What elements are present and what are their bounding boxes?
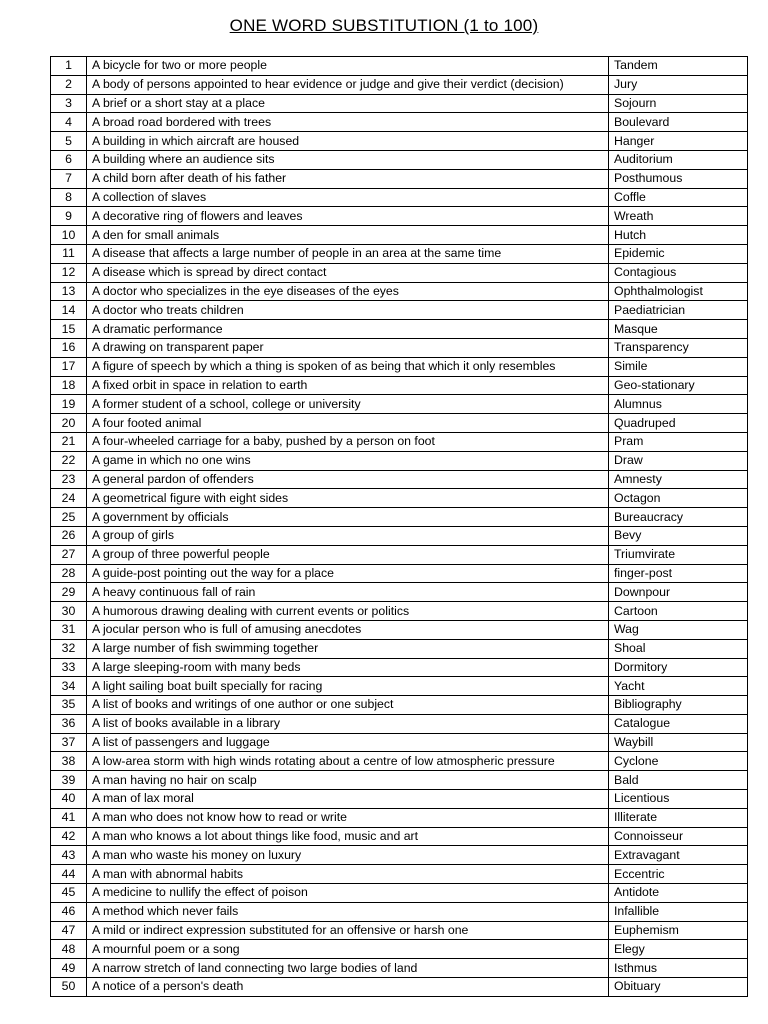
row-number: 45 (51, 884, 87, 903)
row-description: A child born after death of his father (87, 169, 609, 188)
table-row (51, 263, 748, 282)
table-row (51, 545, 748, 564)
row-description: A den for small animals (87, 226, 609, 245)
row-word: Wreath (609, 207, 748, 226)
row-word: Octagon (609, 489, 748, 508)
row-word: Draw (609, 451, 748, 470)
row-word: Bevy (609, 526, 748, 545)
row-description: A group of three powerful people (87, 545, 609, 564)
row-description: A four-wheeled carriage for a baby, pushed by a person on foot (87, 432, 609, 451)
table-row (51, 207, 748, 226)
row-word: Connoisseur (609, 827, 748, 846)
row-word: Bureaucracy (609, 508, 748, 527)
row-number: 1 (51, 57, 87, 76)
row-number: 9 (51, 207, 87, 226)
row-word: Shoal (609, 639, 748, 658)
word-substitution-table (50, 56, 748, 997)
row-description: A mild or indirect expression substituted for an offensive or harsh one (87, 921, 609, 940)
table-row (51, 320, 748, 339)
table-row (51, 395, 748, 414)
row-number: 15 (51, 320, 87, 339)
row-word: Bald (609, 771, 748, 790)
row-word: Posthumous (609, 169, 748, 188)
row-number: 43 (51, 846, 87, 865)
row-number: 5 (51, 132, 87, 151)
table-row (51, 338, 748, 357)
row-number: 37 (51, 733, 87, 752)
table-row (51, 357, 748, 376)
row-description: A decorative ring of flowers and leaves (87, 207, 609, 226)
row-word: Tandem (609, 57, 748, 76)
row-description: A method which never fails (87, 902, 609, 921)
row-word: Catalogue (609, 714, 748, 733)
row-number: 44 (51, 865, 87, 884)
row-word: Jury (609, 75, 748, 94)
table-row (51, 432, 748, 451)
row-description: A government by officials (87, 508, 609, 527)
row-word: Epidemic (609, 244, 748, 263)
row-word: Triumvirate (609, 545, 748, 564)
row-word: Ophthalmologist (609, 282, 748, 301)
row-number: 7 (51, 169, 87, 188)
row-description: A bicycle for two or more people (87, 57, 609, 76)
row-description: A former student of a school, college or university (87, 395, 609, 414)
row-word: Waybill (609, 733, 748, 752)
row-word: Cartoon (609, 602, 748, 621)
row-description: A drawing on transparent paper (87, 338, 609, 357)
row-number: 40 (51, 790, 87, 809)
row-description: A building where an audience sits (87, 150, 609, 169)
row-number: 4 (51, 113, 87, 132)
row-number: 38 (51, 752, 87, 771)
row-word: Eccentric (609, 865, 748, 884)
row-description: A game in which no one wins (87, 451, 609, 470)
row-word: Obituary (609, 978, 748, 997)
row-description: A brief or a short stay at a place (87, 94, 609, 113)
row-description: A medicine to nullify the effect of poison (87, 884, 609, 903)
row-number: 34 (51, 677, 87, 696)
table-row (51, 451, 748, 470)
table-row (51, 827, 748, 846)
row-word: Infallible (609, 902, 748, 921)
row-description: A group of girls (87, 526, 609, 545)
row-word: Transparency (609, 338, 748, 357)
table-row (51, 620, 748, 639)
table-row (51, 132, 748, 151)
row-description: A man having no hair on scalp (87, 771, 609, 790)
row-description: A doctor who specializes in the eye diseases of the eyes (87, 282, 609, 301)
table-row (51, 884, 748, 903)
table-row (51, 489, 748, 508)
row-description: A list of books available in a library (87, 714, 609, 733)
row-word: Elegy (609, 940, 748, 959)
row-number: 48 (51, 940, 87, 959)
row-number: 29 (51, 583, 87, 602)
row-description: A collection of slaves (87, 188, 609, 207)
row-number: 21 (51, 432, 87, 451)
row-number: 19 (51, 395, 87, 414)
table-row (51, 902, 748, 921)
row-description: A jocular person who is full of amusing anecdotes (87, 620, 609, 639)
row-number: 28 (51, 564, 87, 583)
table-body (51, 57, 748, 997)
row-number: 32 (51, 639, 87, 658)
table-row (51, 733, 748, 752)
row-number: 36 (51, 714, 87, 733)
row-description: A geometrical figure with eight sides (87, 489, 609, 508)
row-description: A notice of a person's death (87, 978, 609, 997)
table-row (51, 188, 748, 207)
table-row (51, 921, 748, 940)
row-number: 47 (51, 921, 87, 940)
row-word: Masque (609, 320, 748, 339)
row-word: Downpour (609, 583, 748, 602)
row-word: Hutch (609, 226, 748, 245)
table-row (51, 75, 748, 94)
table-row (51, 414, 748, 433)
table-row (51, 282, 748, 301)
row-number: 30 (51, 602, 87, 621)
table-row (51, 226, 748, 245)
row-number: 10 (51, 226, 87, 245)
table-row (51, 771, 748, 790)
row-word: Amnesty (609, 470, 748, 489)
row-description: A disease which is spread by direct contact (87, 263, 609, 282)
row-description: A list of books and writings of one author or one subject (87, 696, 609, 715)
row-description: A figure of speech by which a thing is spoken of as being that which it only resembles (87, 357, 609, 376)
row-number: 13 (51, 282, 87, 301)
row-word: Geo-stationary (609, 376, 748, 395)
table-row (51, 169, 748, 188)
row-word: Sojourn (609, 94, 748, 113)
row-number: 24 (51, 489, 87, 508)
row-description: A fixed orbit in space in relation to earth (87, 376, 609, 395)
row-number: 46 (51, 902, 87, 921)
row-number: 20 (51, 414, 87, 433)
row-number: 50 (51, 978, 87, 997)
table-row (51, 470, 748, 489)
row-description: A man who knows a lot about things like food, music and art (87, 827, 609, 846)
row-description: A doctor who treats children (87, 301, 609, 320)
table-row (51, 301, 748, 320)
row-description: A large sleeping-room with many beds (87, 658, 609, 677)
row-number: 23 (51, 470, 87, 489)
table-row (51, 57, 748, 76)
table-row (51, 526, 748, 545)
page-title: ONE WORD SUBSTITUTION (1 to 100) (229, 16, 539, 35)
row-word: Bibliography (609, 696, 748, 715)
table-row (51, 865, 748, 884)
row-word: Isthmus (609, 959, 748, 978)
table-row (51, 846, 748, 865)
row-number: 3 (51, 94, 87, 113)
row-word: Yacht (609, 677, 748, 696)
row-number: 12 (51, 263, 87, 282)
table-row (51, 602, 748, 621)
row-word: Alumnus (609, 395, 748, 414)
row-word: finger-post (609, 564, 748, 583)
table-row (51, 244, 748, 263)
row-number: 49 (51, 959, 87, 978)
row-number: 41 (51, 808, 87, 827)
row-description: A general pardon of offenders (87, 470, 609, 489)
table-row (51, 714, 748, 733)
row-number: 31 (51, 620, 87, 639)
table-row (51, 790, 748, 809)
row-description: A list of passengers and luggage (87, 733, 609, 752)
table-row (51, 583, 748, 602)
row-word: Coffle (609, 188, 748, 207)
row-number: 25 (51, 508, 87, 527)
row-description: A man who waste his money on luxury (87, 846, 609, 865)
row-description: A man who does not know how to read or write (87, 808, 609, 827)
table-row (51, 508, 748, 527)
row-word: Pram (609, 432, 748, 451)
row-word: Antidote (609, 884, 748, 903)
row-number: 18 (51, 376, 87, 395)
table-row (51, 696, 748, 715)
row-word: Licentious (609, 790, 748, 809)
row-description: A dramatic performance (87, 320, 609, 339)
row-word: Extravagant (609, 846, 748, 865)
row-word: Dormitory (609, 658, 748, 677)
row-word: Simile (609, 357, 748, 376)
row-description: A light sailing boat built specially for racing (87, 677, 609, 696)
row-number: 33 (51, 658, 87, 677)
table-row (51, 752, 748, 771)
table-row (51, 808, 748, 827)
row-number: 8 (51, 188, 87, 207)
table-row (51, 959, 748, 978)
table-row (51, 639, 748, 658)
row-word: Auditorium (609, 150, 748, 169)
row-description: A four footed animal (87, 414, 609, 433)
row-description: A building in which aircraft are housed (87, 132, 609, 151)
row-number: 35 (51, 696, 87, 715)
row-description: A humorous drawing dealing with current events or politics (87, 602, 609, 621)
row-number: 16 (51, 338, 87, 357)
row-word: Wag (609, 620, 748, 639)
row-word: Paediatrician (609, 301, 748, 320)
row-number: 42 (51, 827, 87, 846)
row-word: Illiterate (609, 808, 748, 827)
row-number: 2 (51, 75, 87, 94)
row-description: A body of persons appointed to hear evidence or judge and give their verdict (decision) (87, 75, 609, 94)
row-description: A disease that affects a large number of people in an area at the same time (87, 244, 609, 263)
table-row (51, 940, 748, 959)
row-word: Cyclone (609, 752, 748, 771)
table-row (51, 376, 748, 395)
table-row (51, 658, 748, 677)
row-word: Hanger (609, 132, 748, 151)
row-number: 6 (51, 150, 87, 169)
table-row (51, 113, 748, 132)
row-number: 11 (51, 244, 87, 263)
row-description: A man of lax moral (87, 790, 609, 809)
row-number: 26 (51, 526, 87, 545)
row-number: 22 (51, 451, 87, 470)
row-number: 17 (51, 357, 87, 376)
row-word: Boulevard (609, 113, 748, 132)
row-description: A low-area storm with high winds rotating about a centre of low atmospheric pressure (87, 752, 609, 771)
row-description: A man with abnormal habits (87, 865, 609, 884)
table-row (51, 94, 748, 113)
row-word: Euphemism (609, 921, 748, 940)
row-number: 14 (51, 301, 87, 320)
row-description: A mournful poem or a song (87, 940, 609, 959)
table-row (51, 564, 748, 583)
table-row (51, 677, 748, 696)
row-description: A large number of fish swimming together (87, 639, 609, 658)
row-number: 27 (51, 545, 87, 564)
row-description: A broad road bordered with trees (87, 113, 609, 132)
row-description: A heavy continuous fall of rain (87, 583, 609, 602)
row-description: A guide-post pointing out the way for a place (87, 564, 609, 583)
table-row (51, 150, 748, 169)
table-row (51, 978, 748, 997)
row-word: Contagious (609, 263, 748, 282)
row-number: 39 (51, 771, 87, 790)
row-description: A narrow stretch of land connecting two large bodies of land (87, 959, 609, 978)
row-word: Quadruped (609, 414, 748, 433)
